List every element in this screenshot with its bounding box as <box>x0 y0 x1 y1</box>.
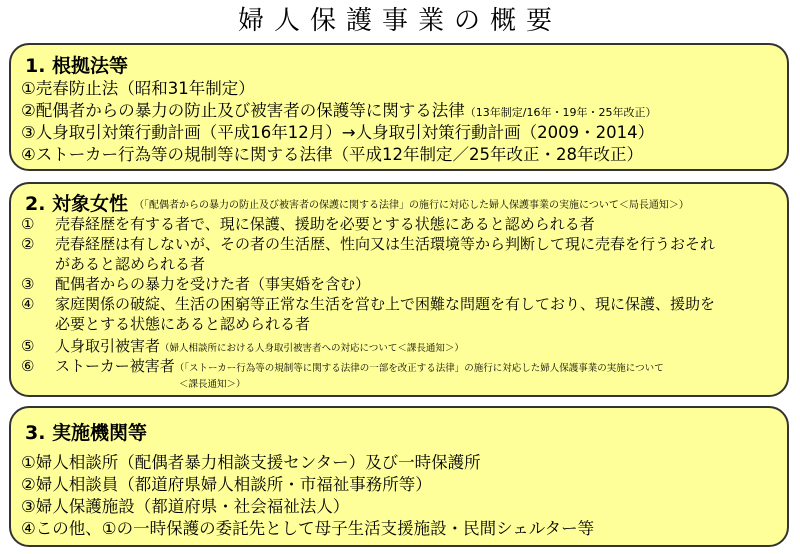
list-item: ③人身取引対策行動計画（平成16年12月）→人身取引対策行動計画（2009・2014） <box>21 123 655 142</box>
list-item: ① 売春経歴を有する者で、現に保護、援助を必要とする状態にあると認められる者 <box>21 215 595 233</box>
list-item: ③婦人保護施設（都道府県・社会福祉法人） <box>21 497 350 516</box>
page-title: 婦人保護事業の概要 <box>237 6 562 36</box>
section-legal-basis <box>9 43 789 171</box>
section-heading: 3. 実施機関等 <box>25 422 148 444</box>
list-item: ④この他、①の一時保護の委託先として母子生活支援施設・民間シェルター等 <box>21 519 595 538</box>
list-item: ②婦人相談員（都道府県婦人相談所・市福祉事務所等） <box>21 475 432 494</box>
list-item: ② 売春経歴は有しないが、その者の生活歴、性向又は生活環境等から判断して現に売春を行うおそれ <box>21 235 716 253</box>
list-item-continued: 必要とする状態にあると認められる者 <box>55 315 311 333</box>
list-item-continued: ＜課長通知＞） <box>179 379 246 390</box>
list-item: ①婦人相談所（配偶者暴力相談支援センター）及び一時保護所 <box>21 453 481 472</box>
list-item-continued: があると認められる者 <box>55 255 206 273</box>
list-item: ④ストーカー行為等の規制等に関する法律（平成12年制定／25年改正・28年改正） <box>21 145 643 164</box>
list-item: ⑥ ストーカー被害者（「ストーカー行為等の規制等に関する法律の一部を改正する法律」の施行に対応した婦人保護事業の実施について <box>21 357 664 375</box>
heading-note: （「配偶者からの暴力の防止及び被害者の保護に関する法律」の施行に対応した婦人保護事業の実施について＜局長通知＞） <box>134 200 689 211</box>
list-item: ⑤ 人身取引被害者（婦人相談所における人身取引被害者への対応について＜課長通知＞） <box>21 337 464 355</box>
section-target-women <box>9 182 789 397</box>
section-heading: 2. 対象女性 （「配偶者からの暴力の防止及び被害者の保護に関する法律」の施行に対応した婦人保護事業の実施について＜局長通知＞） <box>25 193 689 215</box>
section-implementing-agencies <box>9 406 789 547</box>
section-heading: 1. 根拠法等 <box>25 55 129 77</box>
list-item: ③ 配偶者からの暴力を受けた者（事実婚を含む） <box>21 275 371 293</box>
list-item: ②配偶者からの暴力の防止及び被害者の保護等に関する法律（13年制定/16年・19年・25年改正） <box>21 101 657 120</box>
list-item: ①売春防止法（昭和31年制定） <box>21 79 255 98</box>
list-item: ④ 家庭関係の破綻、生活の困窮等正常な生活を営む上で困難な問題を有しており、現に保護、援助を <box>21 295 716 313</box>
